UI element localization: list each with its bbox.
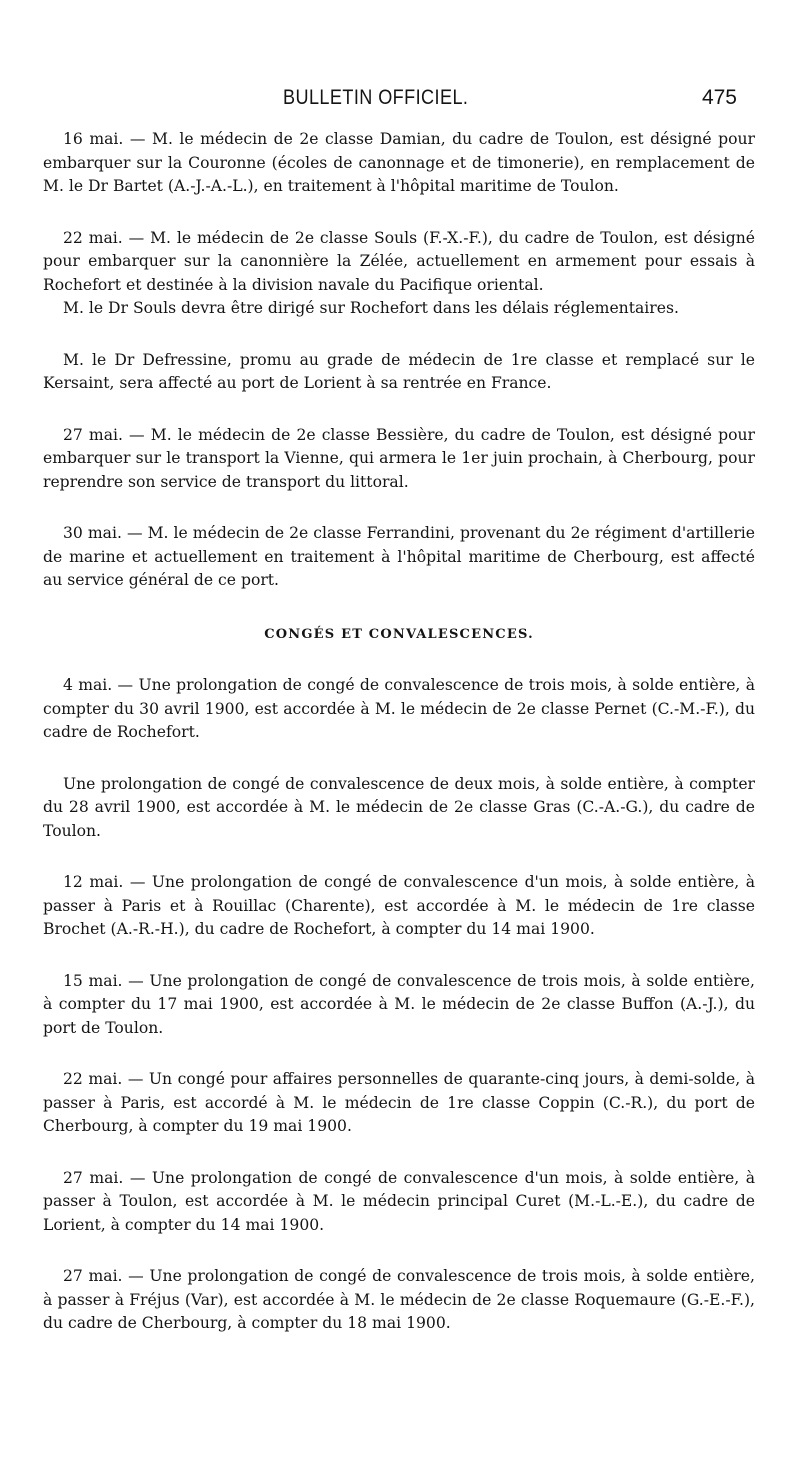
header-title: BULLETIN OFFICIEL. xyxy=(283,86,469,109)
section-title: CONGÉS ET CONVALESCENCES. xyxy=(264,626,534,642)
page-body xyxy=(43,128,755,1364)
paragraph-gras: Une prolongation de congé de convalescence de deux mois, à solde entière, à compter du 28 avril 1900, est accordée à M. le médecin de 2e classe Gras (C.-A.-G.), du cadre de Toulon. xyxy=(43,774,755,840)
paragraph-27-mai-bessiere: 27 mai. — M. le médecin de 2e classe Bessière, du cadre de Toulon, est désigné pour embarquer sur le transport la Vienne, qui armera le 1er juin prochain, à Cherbourg, pour reprendre son service de transport du littoral. xyxy=(43,425,755,491)
paragraph-27-mai-roquemaure: 27 mai. — Une prolongation de congé de convalescence de trois mois, à solde entière, à passer à Fréjus (Var), est accordée à M. le médecin de 2e classe Roquemaure (G.-E.-F.), du cadre de Cherbourg, à compter du 18 mai 1900. xyxy=(43,1267,755,1332)
paragraph-defressine: M. le Dr Defressine, promu au grade de médecin de 1re classe et remplacé sur le Kersaint, sera affecté au port de Lorient à sa rentrée en France. xyxy=(43,350,755,392)
paragraph-15-mai: 15 mai. — Une prolongation de congé de convalescence de trois mois, à solde entière, à compter du 17 mai 1900, est accordée à M. le médecin de 2e classe Buffon (A.-J.), du port de Toulon. xyxy=(43,971,755,1037)
paragraph-16-mai: 16 mai. — M. le médecin de 2e classe Damian, du cadre de Toulon, est désigné pour embarquer sur la Couronne (écoles de canonnage et de timonerie), en remplacement de M. le Dr Bartet (A.-J.-A.-L.), en traitement à l'hôpital maritime de Toulon. xyxy=(43,130,755,195)
paragraph-22-mai-coppin: 22 mai. — Un congé pour affaires personnelles de quarante-cinq jours, à demi-solde, à passer à Paris, est accordé à M. le médecin de 1re classe Coppin (C.-R.), du port de Cherbourg, à compter du 19 mai 1900. xyxy=(43,1070,755,1135)
paragraph-30-mai: 30 mai. — M. le médecin de 2e classe Ferrandini, provenant du 2e régiment d'artillerie de marine et actuellement en traitement à l'hôpital maritime de Cherbourg, est affecté au service général de ce port. xyxy=(43,524,755,589)
running-header xyxy=(43,86,743,116)
paragraph-souls-note: M. le Dr Souls devra être dirigé sur Rochefort dans les délais réglementaires. xyxy=(63,299,679,317)
paragraph-22-mai: 22 mai. — M. le médecin de 2e classe Souls (F.-X.-F.), du cadre de Toulon, est désigné pour embarquer sur la canonnière la Zélée, actuellement en armement pour essais à Rochefort et destinée à la division navale du Pacifique oriental. xyxy=(43,228,755,294)
paragraph-27-mai-curet: 27 mai. — Une prolongation de congé de convalescence d'un mois, à solde entière, à passer à Toulon, est accordée à M. le médecin principal Curet (M.-L.-E.), du cadre de Lorient, à compter du 14 mai 1900. xyxy=(43,1168,755,1234)
paragraph-12-mai: 12 mai. — Une prolongation de congé de convalescence d'un mois, à solde entière, à passer à Paris et à Rouillac (Charente), est accordée à M. le médecin de 1re classe Brochet (A.-R.-H.), du cadre de Rochefort, à compter du 14 mai 1900. xyxy=(43,873,755,938)
paragraph-4-mai: 4 mai. — Une prolongation de congé de convalescence de trois mois, à solde entière, à compter du 30 avril 1900, est accordée à M. le médecin de 2e classe Pernet (C.-M.-F.), du cadre de Rochefort. xyxy=(43,676,755,741)
page-number: 475 xyxy=(701,86,737,109)
